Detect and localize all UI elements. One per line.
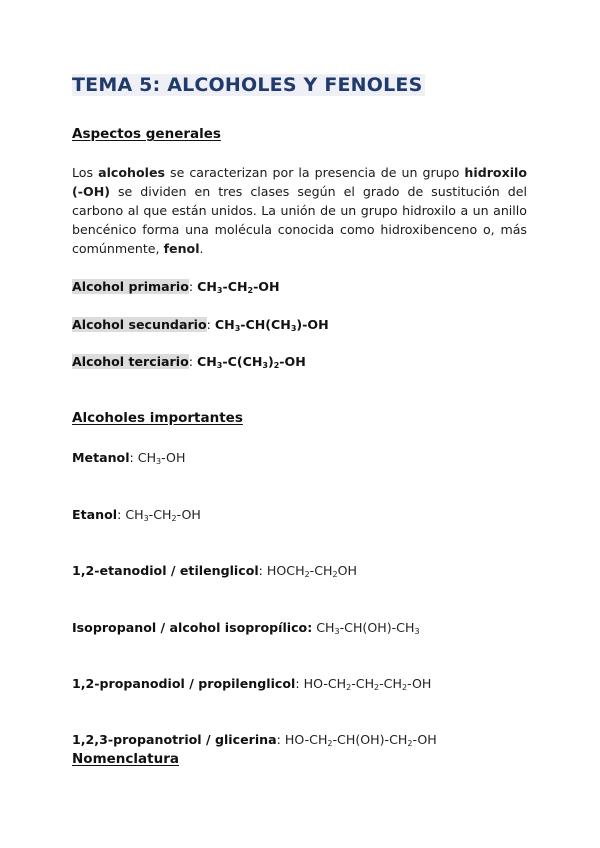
alcohol-item-methanol: Metanol: $CH_3-OH$ xyxy=(72,450,186,466)
class-label: Alcohol terciario xyxy=(72,354,189,369)
alcohol-formula: $CH_3-OH$ xyxy=(137,450,186,466)
alcohol-formula: $CH_3-CH_2-OH$ xyxy=(125,507,201,523)
alcohol-item-isopropanol xyxy=(72,620,420,635)
alcohol-item-propylene-glycol: 1,2-propanodiol / propilenglicol: $HO-CH_2-CH_2-CH_2-OH$ xyxy=(72,676,432,692)
intro-keyword: hidroxilo (-OH) xyxy=(72,165,527,199)
section-heading-general: Aspectos generales xyxy=(72,126,221,142)
alcohol-name: 1,2-propanodiol / propilenglicol xyxy=(72,676,296,691)
page-title: TEMA 5: ALCOHOLES Y FENOLES xyxy=(72,74,423,96)
alcohol-class-primary: Alcohol primario: $CH_3-CH_2-OH$ xyxy=(72,279,280,295)
alcohol-name: Metanol xyxy=(72,450,130,465)
section-heading-important: Alcoholes importantes xyxy=(72,410,243,426)
alcohol-item-glycerin: 1,2,3-propanotriol / glicerina: $HO-CH_2-CH(OH)-CH_2-OH$ xyxy=(72,732,437,748)
alcohol-item-ethanol: Etanol: $CH_3-CH_2-OH$ xyxy=(72,507,201,523)
alcohol-formula: $HOCH_2-CH_2OH$ xyxy=(266,563,357,579)
alcohol-class-secondary: Alcohol secundario: $CH_3-CH(CH_3)-OH$ xyxy=(72,317,329,333)
alcohol-formula: $HO-CH_2-CH_2-CH_2-OH$ xyxy=(303,676,432,692)
class-label: Alcohol secundario xyxy=(72,317,207,332)
class-formula: $CH_3-C(CH_3)_2-OH$ xyxy=(196,354,306,370)
intro-text: Los xyxy=(72,165,99,180)
alcohol-name: 1,2-etanodiol / etilenglicol xyxy=(72,563,259,578)
alcohol-formula: $HO-CH_2-CH(OH)-CH_2-OH$ xyxy=(284,732,437,748)
alcohol-formula: $CH_3-CH(OH)-CH_3$ xyxy=(316,620,420,636)
intro-keyword: alcoholes xyxy=(98,165,165,180)
intro-paragraph xyxy=(72,163,527,258)
section-heading-nomenclature: Nomenclatura xyxy=(72,751,179,767)
class-label: Alcohol primario xyxy=(72,279,189,294)
alcohol-item-ethylene-glycol: 1,2-etanodiol / etilenglicol: $HOCH_2-CH_2OH$ xyxy=(72,563,357,579)
intro-text: se caracterizan por la presencia de un grupo xyxy=(165,165,465,180)
alcohol-name: 1,2,3-propanotriol / glicerina xyxy=(72,732,277,747)
alcohol-name: Isopropanol / alcohol isopropílico: xyxy=(72,620,313,635)
class-formula: $CH_3-CH_2-OH$ xyxy=(197,279,280,295)
alcohol-name: Etanol xyxy=(72,507,118,522)
intro-text: . xyxy=(199,241,204,256)
alcohol-class-tertiary: Alcohol terciario: $CH_3-C(CH_3)_2-OH$ xyxy=(72,354,306,370)
intro-keyword: fenol xyxy=(163,241,200,256)
class-formula: $CH_3-CH(CH_3)-OH$ xyxy=(214,317,329,333)
intro-text: se dividen en tres clases según el grado de sustitución del carbono al que están unidos. La unión de un grupo hidroxilo a un anillo bencénico forma una molécula conocida como hidroxibenceno o, más comúnmente, xyxy=(72,184,527,256)
